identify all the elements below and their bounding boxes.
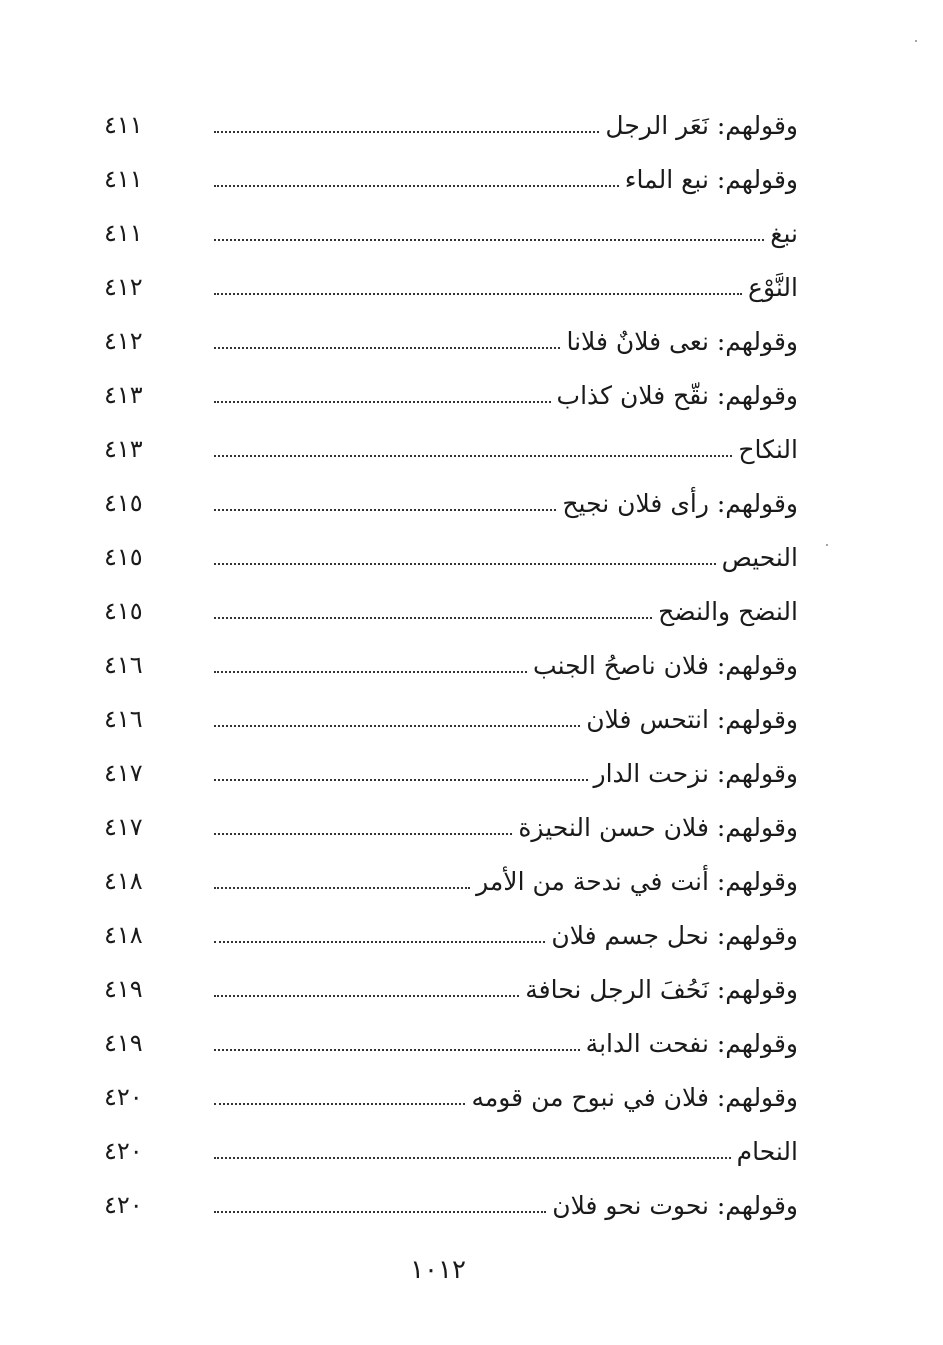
toc-entry — [100, 800, 800, 854]
toc-entry — [100, 1070, 800, 1124]
table-of-contents — [100, 98, 800, 1232]
page-number: ١٠١٢ — [410, 1255, 466, 1285]
dot-leader — [214, 455, 732, 457]
dot-leader — [214, 185, 619, 187]
dot-leader — [214, 401, 551, 403]
toc-entry-page: ٤١٨ — [104, 921, 143, 949]
toc-entry-page: ٤١١ — [104, 165, 143, 193]
toc-entry-title: وقولهم: نَعَر الرجل — [605, 110, 798, 140]
toc-entry-page: ٤١١ — [104, 219, 143, 247]
toc-entry-title: وقولهم: نبع الماء — [624, 164, 798, 194]
toc-entry — [100, 314, 800, 368]
dot-leader — [214, 1157, 731, 1159]
toc-entry-page: ٤٢٠ — [104, 1083, 143, 1111]
toc-entry-title: النضح والنضح — [658, 596, 798, 626]
toc-entry — [100, 260, 800, 314]
dot-leader — [214, 887, 470, 889]
toc-entry-title: نبغ — [770, 218, 798, 248]
dot-leader — [214, 833, 512, 835]
toc-entry-page: ٤١٧ — [104, 759, 143, 787]
toc-entry — [100, 530, 800, 584]
toc-entry-page: ٤١٥ — [104, 597, 143, 625]
dot-leader — [214, 671, 527, 673]
toc-entry-title: وقولهم: نَحُفَ الرجل نحافة — [525, 974, 798, 1004]
toc-entry — [100, 908, 800, 962]
dot-leader — [214, 563, 716, 565]
dot-leader — [214, 1211, 546, 1213]
toc-entry — [100, 368, 800, 422]
dot-leader — [214, 293, 742, 295]
dot-leader — [214, 239, 764, 241]
paper-speck — [826, 544, 828, 546]
toc-entry — [100, 584, 800, 638]
dot-leader — [214, 347, 560, 349]
toc-entry-page: ٤١٦ — [104, 705, 143, 733]
toc-entry-title: وقولهم: نحل جسم فلان — [551, 920, 798, 950]
toc-entry-page: ٤١٥ — [104, 543, 143, 571]
toc-entry — [100, 962, 800, 1016]
dot-leader — [214, 131, 599, 133]
toc-entry-title: وقولهم: فلان ناصحُ الجنب — [533, 650, 798, 680]
toc-entry — [100, 1178, 800, 1232]
toc-entry-page: ٤١٩ — [104, 1029, 143, 1057]
toc-entry — [100, 206, 800, 260]
dot-leader — [214, 725, 580, 727]
toc-entry-title: النحيص — [721, 542, 798, 572]
toc-entry-title: النكاح — [738, 434, 798, 464]
toc-entry-title: وقولهم: نقّح فلان كذاب — [556, 380, 798, 410]
toc-entry-title: وقولهم: فلان في نبوح من قومه — [471, 1082, 798, 1112]
toc-entry — [100, 1124, 800, 1178]
toc-entry-title: وقولهم: انتحس فلان — [586, 704, 798, 734]
toc-entry-title: وقولهم: نفحت الدابة — [585, 1028, 798, 1058]
toc-entry-page: ٤١٥ — [104, 489, 143, 517]
toc-entry-title: النحام — [736, 1136, 798, 1166]
toc-entry-title: وقولهم: أنت في ندحة من الأمر — [476, 866, 798, 896]
toc-entry-title: وقولهم: نعى فلانٌ فلانا — [566, 326, 798, 356]
toc-entry-page: ٤٢٠ — [104, 1137, 143, 1165]
dot-leader — [214, 1103, 465, 1105]
toc-entry-page: ٤١٨ — [104, 867, 143, 895]
toc-entry-title: وقولهم: نزحت الدار — [593, 758, 798, 788]
dot-leader — [214, 779, 588, 781]
toc-entry-page: ٤١٩ — [104, 975, 143, 1003]
toc-entry — [100, 152, 800, 206]
toc-entry-page: ٤١٣ — [104, 381, 143, 409]
dot-leader — [214, 509, 556, 511]
toc-entry — [100, 98, 800, 152]
dot-leader — [214, 1049, 580, 1051]
toc-entry-title: وقولهم: رأى فلان نجيح — [562, 488, 798, 518]
toc-entry-page: ٤١٢ — [104, 327, 143, 355]
toc-entry-title: وقولهم: نحوت نحو فلان — [552, 1190, 798, 1220]
toc-entry-page: ٤١٣ — [104, 435, 143, 463]
toc-entry — [100, 692, 800, 746]
toc-entry — [100, 746, 800, 800]
dot-leader — [214, 617, 652, 619]
toc-entry-title: وقولهم: فلان حسن النحيزة — [518, 812, 798, 842]
toc-entry — [100, 638, 800, 692]
toc-entry — [100, 1016, 800, 1070]
toc-entry-page: ٤١٢ — [104, 273, 143, 301]
toc-entry-title: النَّوْع — [748, 272, 798, 302]
toc-entry-page: ٤٢٠ — [104, 1191, 143, 1219]
toc-entry-page: ٤١٦ — [104, 651, 143, 679]
toc-entry — [100, 422, 800, 476]
dot-leader — [214, 941, 545, 943]
toc-entry — [100, 854, 800, 908]
toc-entry-page: ٤١٧ — [104, 813, 143, 841]
toc-entry-page: ٤١١ — [104, 111, 143, 139]
dot-leader — [214, 995, 519, 997]
paper-speck — [915, 40, 917, 42]
toc-entry — [100, 476, 800, 530]
